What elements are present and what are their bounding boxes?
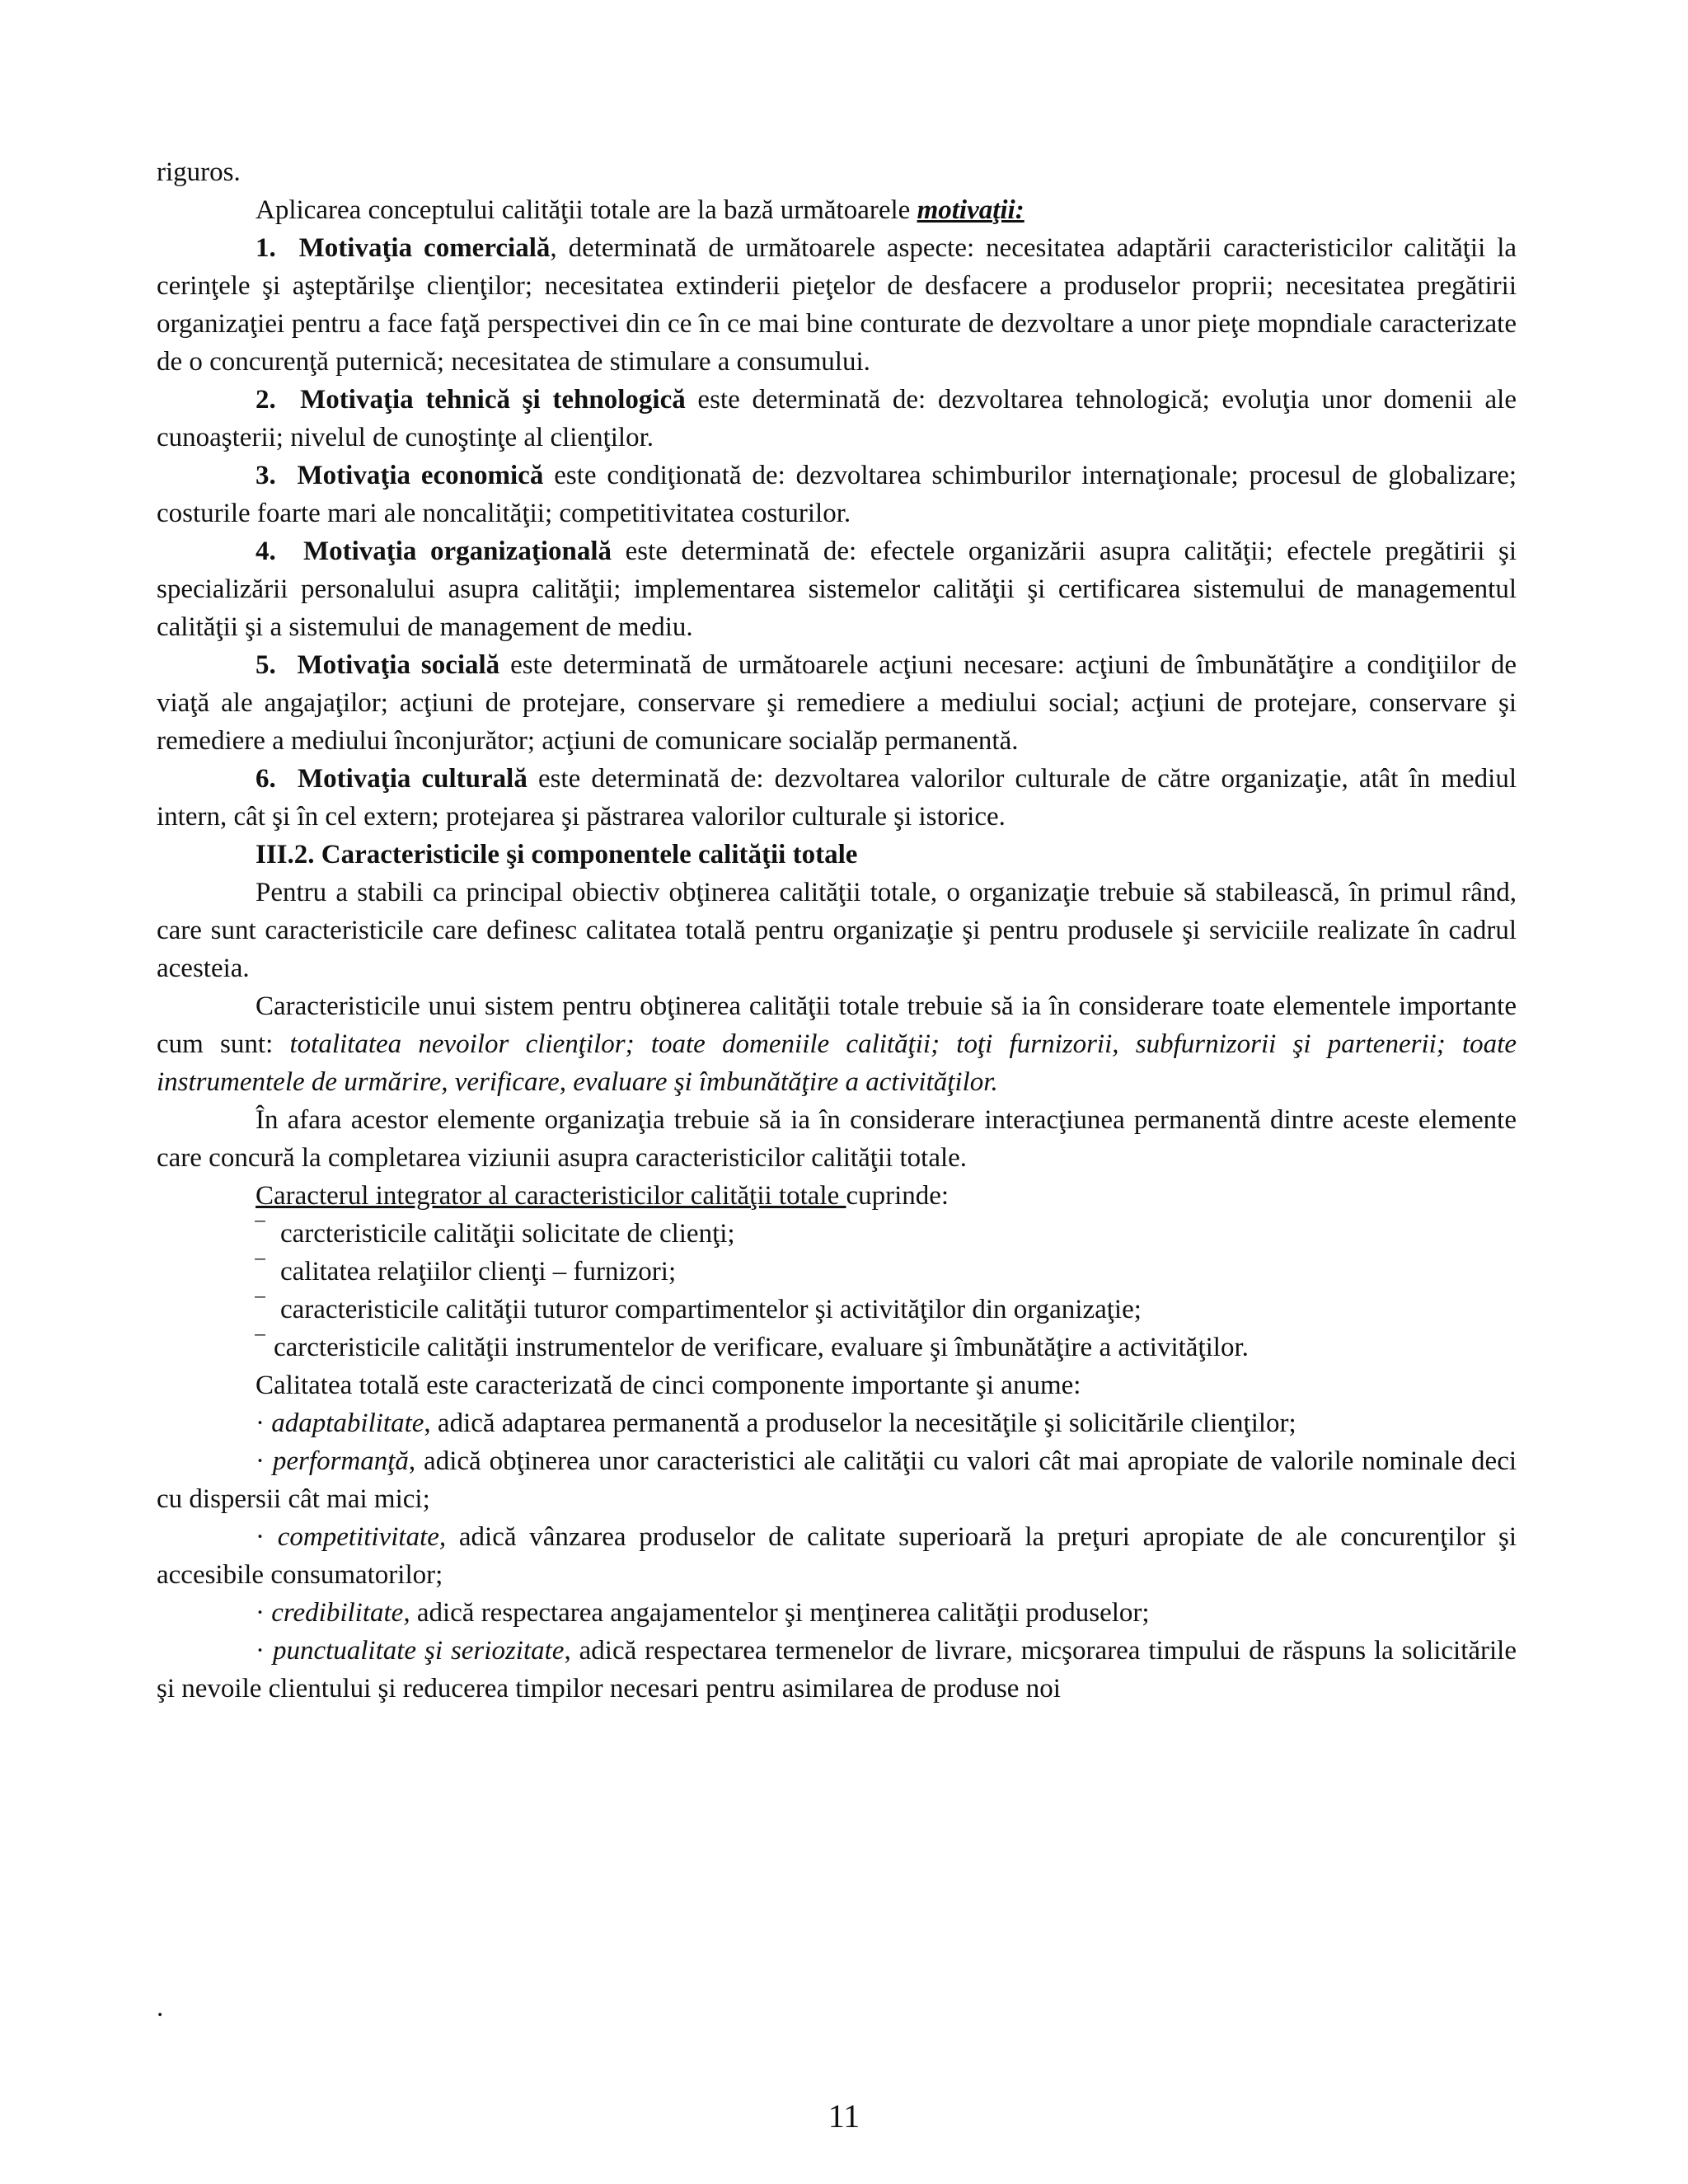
component-text: , adică obţinerea unor caracteristici ale calităţii cu valori cât mai apropiate de valorile nominale deci cu dispersii cât mai mici; <box>157 1446 1517 1514</box>
section-heading <box>157 836 1517 874</box>
bullet-marker: · <box>256 1408 265 1438</box>
motivation-5 <box>157 646 1517 760</box>
underlined-text: Caracterul integrator al caracteristicilor calităţii totale <box>256 1181 846 1211</box>
component-item <box>157 1594 1517 1632</box>
motivation-6 <box>157 760 1517 836</box>
dash-text: caracteristicile calităţii tuturor compartimentelor şi activităţilor din organizaţie; <box>280 1295 1142 1324</box>
dash-item <box>157 1253 1517 1291</box>
paragraph: În afara acestor elemente organizaţia trebuie să ia în considerare interacţiunea permanentă dintre aceste elemente care concură la completarea viziunii asupra caracteristicilor calităţii totale. <box>157 1105 1517 1173</box>
motivation-number: 2. <box>256 385 276 415</box>
component-text: , adică adaptarea permanentă a produselor la necesităţile şi solicitările clienţilor; <box>424 1408 1296 1438</box>
motivation-text: este determinată de următoarele acţiuni necesare: acţiuni de îmbunătăţire a condiţiilor de viaţă ale angajaţilor; acţiuni de protejare, conservare şi remediere a mediului social; acţiuni de protejare, conservare şi remediere a mediului înconjurător; acţiuni de comunicare socialăp permanentă. <box>157 650 1517 756</box>
bullet-marker: · <box>256 1598 265 1628</box>
trailing-dot: . <box>157 1993 164 2022</box>
intro-paragraph <box>157 191 1517 229</box>
component-item <box>157 1518 1517 1594</box>
component-term: competitivitate, <box>277 1522 447 1552</box>
dash-item <box>157 1329 1517 1366</box>
component-term: punctualitate şi seriozitate <box>272 1636 565 1666</box>
dash-marker: ‾ <box>256 1257 265 1286</box>
dash-item <box>157 1215 1517 1253</box>
component-term: performanţă <box>272 1446 409 1476</box>
motivation-3 <box>157 457 1517 532</box>
dash-marker: ‾ <box>256 1333 265 1362</box>
motivation-number: 3. <box>256 461 276 490</box>
section-title: III.2. Caracteristicile şi componentele calităţii totale <box>256 840 858 869</box>
motivation-number: 5. <box>256 650 276 680</box>
component-item <box>157 1404 1517 1442</box>
motivation-2 <box>157 381 1517 457</box>
motivation-title: Motivaţia comercială <box>298 233 551 263</box>
paragraph <box>157 987 1517 1101</box>
dash-marker: ‾ <box>256 1295 265 1324</box>
bullet-marker: · <box>256 1636 265 1666</box>
component-text: adică vânzarea produselor de calitate superioară la preţuri apropiate de ale concurenţilor şi accesibile consumatorilor; <box>157 1522 1517 1590</box>
bullet-marker: · <box>256 1522 265 1552</box>
dash-text: carcteristicile calităţii instrumentelor de verificare, evaluare şi îmbunătăţire a activităţilor. <box>274 1333 1249 1362</box>
motivation-title: Motivaţia socială <box>297 650 500 680</box>
integrator-line <box>157 1177 1517 1215</box>
motivation-number: 1. <box>256 233 276 263</box>
motivation-text: este condiţionată de: dezvoltarea schimburilor internaţionale; procesul de globalizare; costurile foarte mari ale noncalităţii; competitivitatea costurilor. <box>157 461 1517 528</box>
motivation-title: Motivaţia culturală <box>297 764 528 794</box>
intro-text: Aplicarea conceptului calităţii totale are la bază următoarele <box>256 195 917 225</box>
bullet-marker: · <box>256 1446 265 1476</box>
component-text: adică respectarea angajamentelor şi menţinerea calităţii produselor; <box>410 1598 1150 1628</box>
motivation-title: Motivaţia economică <box>297 461 544 490</box>
italic-text: totalitatea nevoilor clienţilor; toate domeniile calităţii; toţi furnizorii, subfurnizorii şi partenerii; toate instrumentele de urmărire, verificare, evaluare şi îmbunătăţire a activităţilor. <box>157 1029 1517 1097</box>
component-item <box>157 1442 1517 1518</box>
motivation-title: Motivaţia tehnică şi tehnologică <box>300 385 686 415</box>
text-line: riguros. <box>157 157 241 187</box>
component-item <box>157 1632 1517 1708</box>
motivation-number: 6. <box>256 764 276 794</box>
component-text: , adică respectarea termenelor de livrare, micşorarea timpului de răspuns la solicitările şi nevoile clientului şi reducerea timpilor necesari pentru asimilarea de produse noi <box>157 1636 1517 1704</box>
integrator-rest: cuprinde: <box>846 1181 950 1211</box>
motivation-4 <box>157 532 1517 646</box>
components-intro: Calitatea totală este caracterizată de cinci componente importante şi anume: <box>256 1371 1081 1400</box>
dash-text: calitatea relaţiilor clienţi – furnizori; <box>280 1257 677 1286</box>
motivation-title: Motivaţia organizaţională <box>302 537 612 566</box>
motivation-text: , determinată de următoarele aspecte: necesitatea adaptării caracteristicilor calităţii la cerinţele şi aşteptărilşe clienţilor; necesitatea extinderii pieţelor de desfacere a produselor proprii; necesitatea pregătirii organizaţiei pentru a face faţă perspectivei din ce în ce mai bine conturate de dezvoltare a unor pieţe mopndiale caracterizate de o concurenţă puternică; necesitatea de stimulare a consumului. <box>157 233 1517 377</box>
motivation-text: este determinată de: dezvoltarea tehnologică; evoluţia unor domenii ale cunoaşterii; nivelul de cunoştinţe al clienţilor. <box>157 385 1517 452</box>
motivation-text: este determinată de: efectele organizării asupra calităţii; efectele pregătirii şi specializării personalului asupra calităţii; implementarea sistemelor calităţii şi certificarea sistemului de managementul calităţii şi a sistemului de management de mediu. <box>157 537 1517 642</box>
document-body <box>157 153 1517 1708</box>
motivatii-heading: motivaţii: <box>917 195 1025 225</box>
dash-marker: ‾ <box>256 1219 265 1249</box>
motivation-text: este determinată de: dezvoltarea valorilor culturale de către organizaţie, atât în mediul intern, cât şi în cel extern; protejarea şi păstrarea valorilor culturale şi istorice. <box>157 764 1517 832</box>
component-term: adaptabilitate <box>271 1408 424 1438</box>
motivation-1 <box>157 229 1517 381</box>
page-number: 11 <box>828 2097 860 2135</box>
paragraph: Pentru a stabili ca principal obiectiv obţinerea calităţii totale, o organizaţie trebuie să stabilească, în primul rând, care sunt caracteristicile care definesc calitatea totală pentru organizaţie şi pentru produsele şi serviciile realizate în cadrul acesteia. <box>157 878 1517 983</box>
dash-text: carcteristicile calităţii solicitate de clienţi; <box>280 1219 735 1249</box>
dash-item <box>157 1291 1517 1329</box>
component-term: credibilitate, <box>271 1598 410 1628</box>
motivation-number: 4. <box>256 537 276 566</box>
paragraph-text: Caracteristicile unui sistem pentru obţinerea calităţii totale trebuie să ia în considerare toate elementele importante cum sunt: <box>157 991 1517 1059</box>
